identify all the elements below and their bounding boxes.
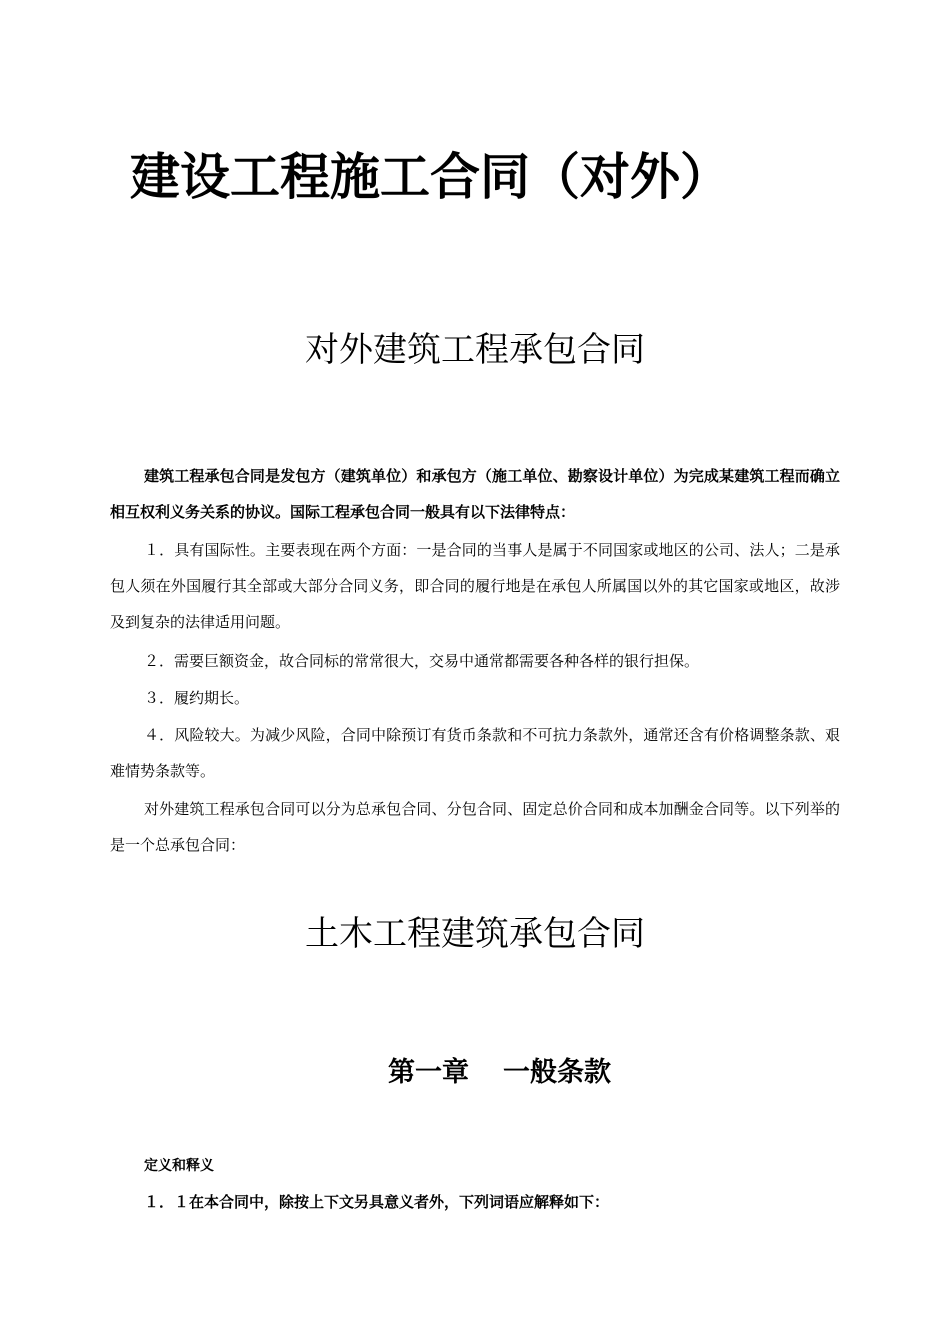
feature-item-1: １．具有国际性。主要表现在两个方面：一是合同的当事人是属于不同国家或地区的公司、法人；二是承包人须在外国履行其全部或大部分合同义务，即合同的履行地是在承包人所属国以外的其它国家或地区，故涉及到复杂的法律适用问题。 (110, 541, 840, 631)
feature-item-2: ２．需要巨额资金，故合同标的常常很大，交易中通常都需要各种各样的银行担保。 (144, 652, 700, 670)
definitions-heading: 定义和释义 (144, 1158, 214, 1174)
section-title: 对外建筑工程承包合同 (305, 330, 645, 370)
chapter-heading (388, 1059, 611, 1086)
intro-paragraph: 建筑工程承包合同是发包方（建筑单位）和承包方（施工单位、勘察设计单位）为完成某建筑工程而确立相互权利义务关系的协议。国际工程承包合同一般具有以下法律特点： (110, 467, 840, 521)
chapter-name: 一般条款 (503, 1057, 611, 1088)
feature-item-4: ４．风险较大。为减少风险，合同中除预订有货币条款和不可抗力条款外，通常还含有价格调整条款、艰难情势条款等。 (110, 726, 840, 780)
clause-1-1: １．１在本合同中，除按上下文另具意义者外，下列词语应解释如下： (144, 1193, 610, 1211)
chapter-number: 第一章 (388, 1057, 469, 1088)
classification-paragraph: 对外建筑工程承包合同可以分为总承包合同、分包合同、固定总价合同和成本加酬金合同等。以下列举的是一个总承包合同： (110, 800, 840, 854)
main-title: 建设工程施工合同（对外） (130, 147, 730, 206)
contract-title: 土木工程建筑承包合同 (305, 914, 645, 954)
feature-item-3: ３．履约期长。 (144, 689, 250, 707)
